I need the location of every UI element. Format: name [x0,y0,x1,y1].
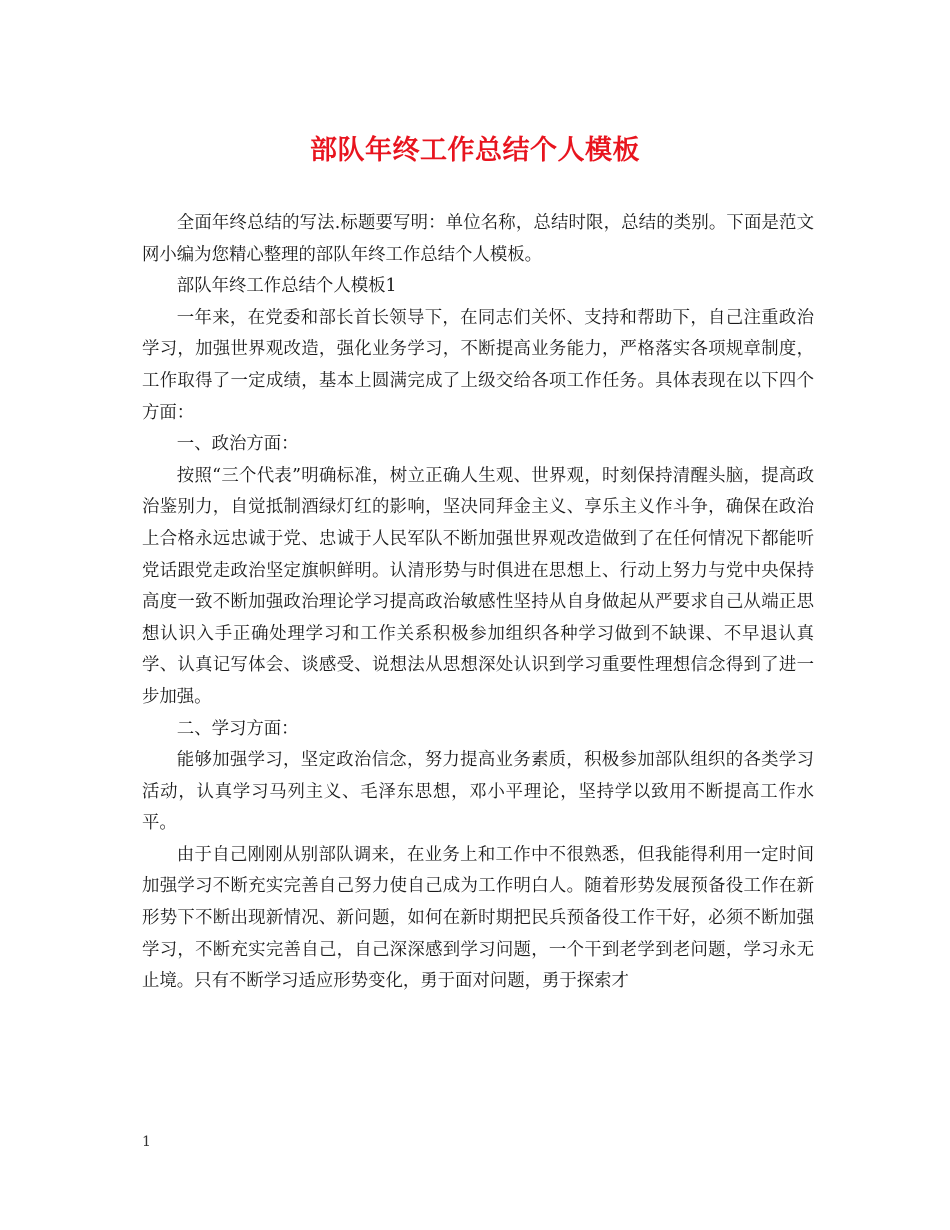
paragraph-politics: 按照“三个代表”明确标准，树立正确人生观、世界观，时刻保持清醒头脑，提高政治鉴别力，自觉抵制酒绿灯红的影响，坚决同拜金主义、享乐主义作斗争，确保在政治上合格永远忠诚于党、忠诚于人民军队不断加强世界观改造做到了在任何情况下都能听党话跟党走政治坚定旗帜鲜明。认清形势与时俱进在思想上、行动上努力与党中央保持高度一致不断加强政治理论学习提高政治敏感性坚持从自身做起从严要求自己从端正思想认识入手正确处理学习和工作关系积极参加组织各种学习做到不缺课、不早退认真学、认真记写体会、谈感受、说想法从思想深处认识到学习重要性理想信念得到了进一步加强。 [142,465,814,707]
paragraph-subtitle: 部队年终工作总结个人模板1 [176,276,397,297]
section-heading-politics: 一、政治方面： [176,434,299,455]
paragraph-intro: 全面年终总结的写法.标题要写明：单位名称，总结时限，总结的类别。下面是范文网小编为您精心整理的部队年终工作总结个人模板。 [142,213,814,265]
document-body [142,208,814,998]
paragraph-overview: 一年来，在党委和部长首长领导下，在同志们关怀、支持和帮助下，自己注重政治学习，加强世界观改造，强化业务学习，不断提高业务能力，严格落实各项规章制度，工作取得了一定成绩，基本上圆满完成了上级交给各项工作任务。具体表现在以下四个方面： [142,307,814,423]
section-heading-study: 二、学习方面： [176,718,299,739]
paragraph-study-1: 能够加强学习，坚定政治信念，努力提高业务素质，积极参加部队组织的各类学习活动，认真学习马列主义、毛泽东思想，邓小平理论，坚持学以致用不断提高工作水平。 [142,750,814,834]
paragraph-study-2: 由于自己刚刚从别部队调来，在业务上和工作中不很熟悉，但我能得利用一定时间加强学习不断充实完善自己努力使自己成为工作明白人。随着形势发展预备役工作在新形势下不断出现新情况、新问题，如何在新时期把民兵预备役工作干好，必须不断加强学习，不断充实完善自己，自己深深感到学习问题，一个干到老学到老问题，学习永无止境。只有不断学习适应形势变化，勇于面对问题，勇于探索才 [142,844,814,992]
page-number: 1 [142,1134,151,1150]
document-title: 部队年终工作总结个人模板 [310,135,640,166]
